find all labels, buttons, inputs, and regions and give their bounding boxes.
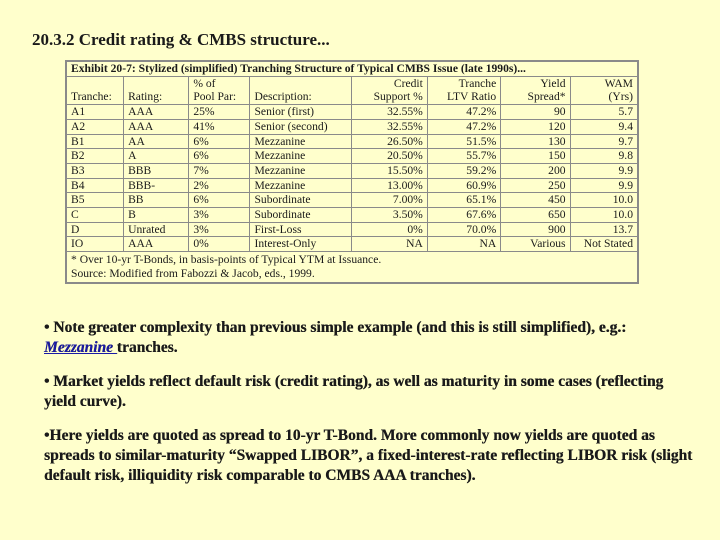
- cell-description: Interest-Only: [250, 237, 352, 252]
- header-tranche: Tranche:: [67, 90, 124, 104]
- cell-ltv: 59.2%: [427, 163, 500, 178]
- cell-tranche: A2: [67, 119, 124, 134]
- cell-description: Subordinate: [250, 193, 352, 208]
- cell-pct: 0%: [189, 237, 250, 252]
- cell-credit: 0%: [352, 222, 427, 237]
- cell-tranche: B3: [67, 163, 124, 178]
- cell-pct: 7%: [189, 163, 250, 178]
- bullet-1: • Note greater complexity than previous simple example (and this is still simplified), e.g.: Mezzanine tranches.: [44, 319, 627, 356]
- bullet-2: • Market yields reflect default risk (credit rating), as well as maturity in some cases (reflecting yield curve).: [44, 373, 664, 410]
- cell-wam: 9.8: [570, 149, 637, 164]
- table-row: [67, 134, 638, 149]
- cell-pct: 3%: [189, 208, 250, 223]
- cell-ltv: NA: [427, 237, 500, 252]
- footnote-cell: [67, 252, 638, 283]
- table-row: [67, 208, 638, 223]
- cell-credit: 15.50%: [352, 163, 427, 178]
- cell-spread: 650: [501, 208, 570, 223]
- cell-tranche: IO: [67, 237, 124, 252]
- cell-spread: 250: [501, 178, 570, 193]
- cell-ltv: 60.9%: [427, 178, 500, 193]
- cell-spread: 900: [501, 222, 570, 237]
- header-yield-top: Yield: [501, 76, 570, 90]
- cell-tranche: B5: [67, 193, 124, 208]
- header-description: Description:: [250, 90, 352, 104]
- header-wam-top: WAM: [570, 76, 637, 90]
- cell-wam: 9.7: [570, 134, 637, 149]
- cell-credit: 3.50%: [352, 208, 427, 223]
- table-row: [67, 222, 638, 237]
- cell-wam: Not Stated: [570, 237, 637, 252]
- cell-wam: 13.7: [570, 222, 637, 237]
- cell-spread: Various: [501, 237, 570, 252]
- cell-wam: 9.9: [570, 178, 637, 193]
- header-ltv-top: Tranche: [427, 76, 500, 90]
- cell-credit: 32.55%: [352, 105, 427, 120]
- cell-pct: 2%: [189, 178, 250, 193]
- cell-spread: 130: [501, 134, 570, 149]
- cell-credit: 20.50%: [352, 149, 427, 164]
- cell-description: Senior (second): [250, 119, 352, 134]
- cell-rating: BB: [124, 193, 189, 208]
- cell-credit: 7.00%: [352, 193, 427, 208]
- exhibit-table: [65, 60, 639, 284]
- cell-pct: 41%: [189, 119, 250, 134]
- cell-description: Mezzanine: [250, 178, 352, 193]
- table-row: [67, 105, 638, 120]
- cell-tranche: B4: [67, 178, 124, 193]
- cell-pct: 6%: [189, 149, 250, 164]
- header-credit-top: Credit: [352, 76, 427, 90]
- cell-description: Subordinate: [250, 208, 352, 223]
- table-row: [67, 237, 638, 252]
- cell-tranche: B2: [67, 149, 124, 164]
- header-credit-bottom: Support %: [352, 90, 427, 104]
- cell-tranche: A1: [67, 105, 124, 120]
- cell-credit: NA: [352, 237, 427, 252]
- cell-ltv: 55.7%: [427, 149, 500, 164]
- cell-pct: 3%: [189, 222, 250, 237]
- cell-ltv: 65.1%: [427, 193, 500, 208]
- cell-description: Mezzanine: [250, 163, 352, 178]
- cell-rating: B: [124, 208, 189, 223]
- cell-pct: 25%: [189, 105, 250, 120]
- table-row: [67, 193, 638, 208]
- cell-spread: 90: [501, 105, 570, 120]
- cell-spread: 150: [501, 149, 570, 164]
- cell-tranche: D: [67, 222, 124, 237]
- mezzanine-link[interactable]: Mezzanine: [44, 339, 117, 356]
- cell-spread: 200: [501, 163, 570, 178]
- cell-spread: 450: [501, 193, 570, 208]
- cell-rating: BBB-: [124, 178, 189, 193]
- bullet-3: •Here yields are quoted as spread to 10-yr T-Bond. More commonly now yields are quoted as spreads to similar-maturity “Swapped LIBOR”, a fixed-interest-rate reflecting LIBOR risk (slight default risk, illiquidity risk comparable to CMBS AAA tranches).: [44, 427, 693, 484]
- cell-credit: 26.50%: [352, 134, 427, 149]
- cell-rating: A: [124, 149, 189, 164]
- header-wam-bottom: (Yrs): [570, 90, 637, 104]
- header-pct-bottom: Pool Par:: [189, 90, 250, 104]
- cell-credit: 13.00%: [352, 178, 427, 193]
- cell-spread: 120: [501, 119, 570, 134]
- table-row: [67, 149, 638, 164]
- table-row: [67, 163, 638, 178]
- cell-wam: 10.0: [570, 193, 637, 208]
- bullet-list: [44, 318, 694, 500]
- cell-rating: AAA: [124, 119, 189, 134]
- cell-credit: 32.55%: [352, 119, 427, 134]
- cell-wam: 9.4: [570, 119, 637, 134]
- cell-rating: AA: [124, 134, 189, 149]
- cell-wam: 9.9: [570, 163, 637, 178]
- cell-ltv: 67.6%: [427, 208, 500, 223]
- cell-description: First-Loss: [250, 222, 352, 237]
- cell-ltv: 47.2%: [427, 105, 500, 120]
- cell-pct: 6%: [189, 193, 250, 208]
- table-row: [67, 119, 638, 134]
- cell-ltv: 47.2%: [427, 119, 500, 134]
- cell-tranche: B1: [67, 134, 124, 149]
- cell-description: Senior (first): [250, 105, 352, 120]
- footnote: * Over 10-yr T-Bonds, in basis-points of Typical YTM at Issuance.: [71, 253, 382, 267]
- cell-wam: 10.0: [570, 208, 637, 223]
- header-yield-bottom: Spread*: [501, 90, 570, 104]
- cell-rating: BBB: [124, 163, 189, 178]
- cell-ltv: 70.0%: [427, 222, 500, 237]
- slide-title: 20.3.2 Credit rating & CMBS structure...: [32, 30, 330, 49]
- cell-description: Mezzanine: [250, 149, 352, 164]
- table-row: [67, 178, 638, 193]
- header-pct-top: % of: [189, 76, 250, 90]
- cell-pct: 6%: [189, 134, 250, 149]
- cell-tranche: C: [67, 208, 124, 223]
- source-note: Source: Modified from Fabozzi & Jacob, eds., 1999.: [71, 267, 315, 281]
- cell-ltv: 51.5%: [427, 134, 500, 149]
- header-ltv-bottom: LTV Ratio: [427, 90, 500, 104]
- exhibit-title: Exhibit 20-7: Stylized (simplified) Tranching Structure of Typical CMBS Issue (late 1990s)...: [67, 62, 638, 77]
- cell-rating: AAA: [124, 237, 189, 252]
- cell-rating: AAA: [124, 105, 189, 120]
- header-rating: Rating:: [124, 90, 189, 104]
- cell-wam: 5.7: [570, 105, 637, 120]
- cell-rating: Unrated: [124, 222, 189, 237]
- cell-description: Mezzanine: [250, 134, 352, 149]
